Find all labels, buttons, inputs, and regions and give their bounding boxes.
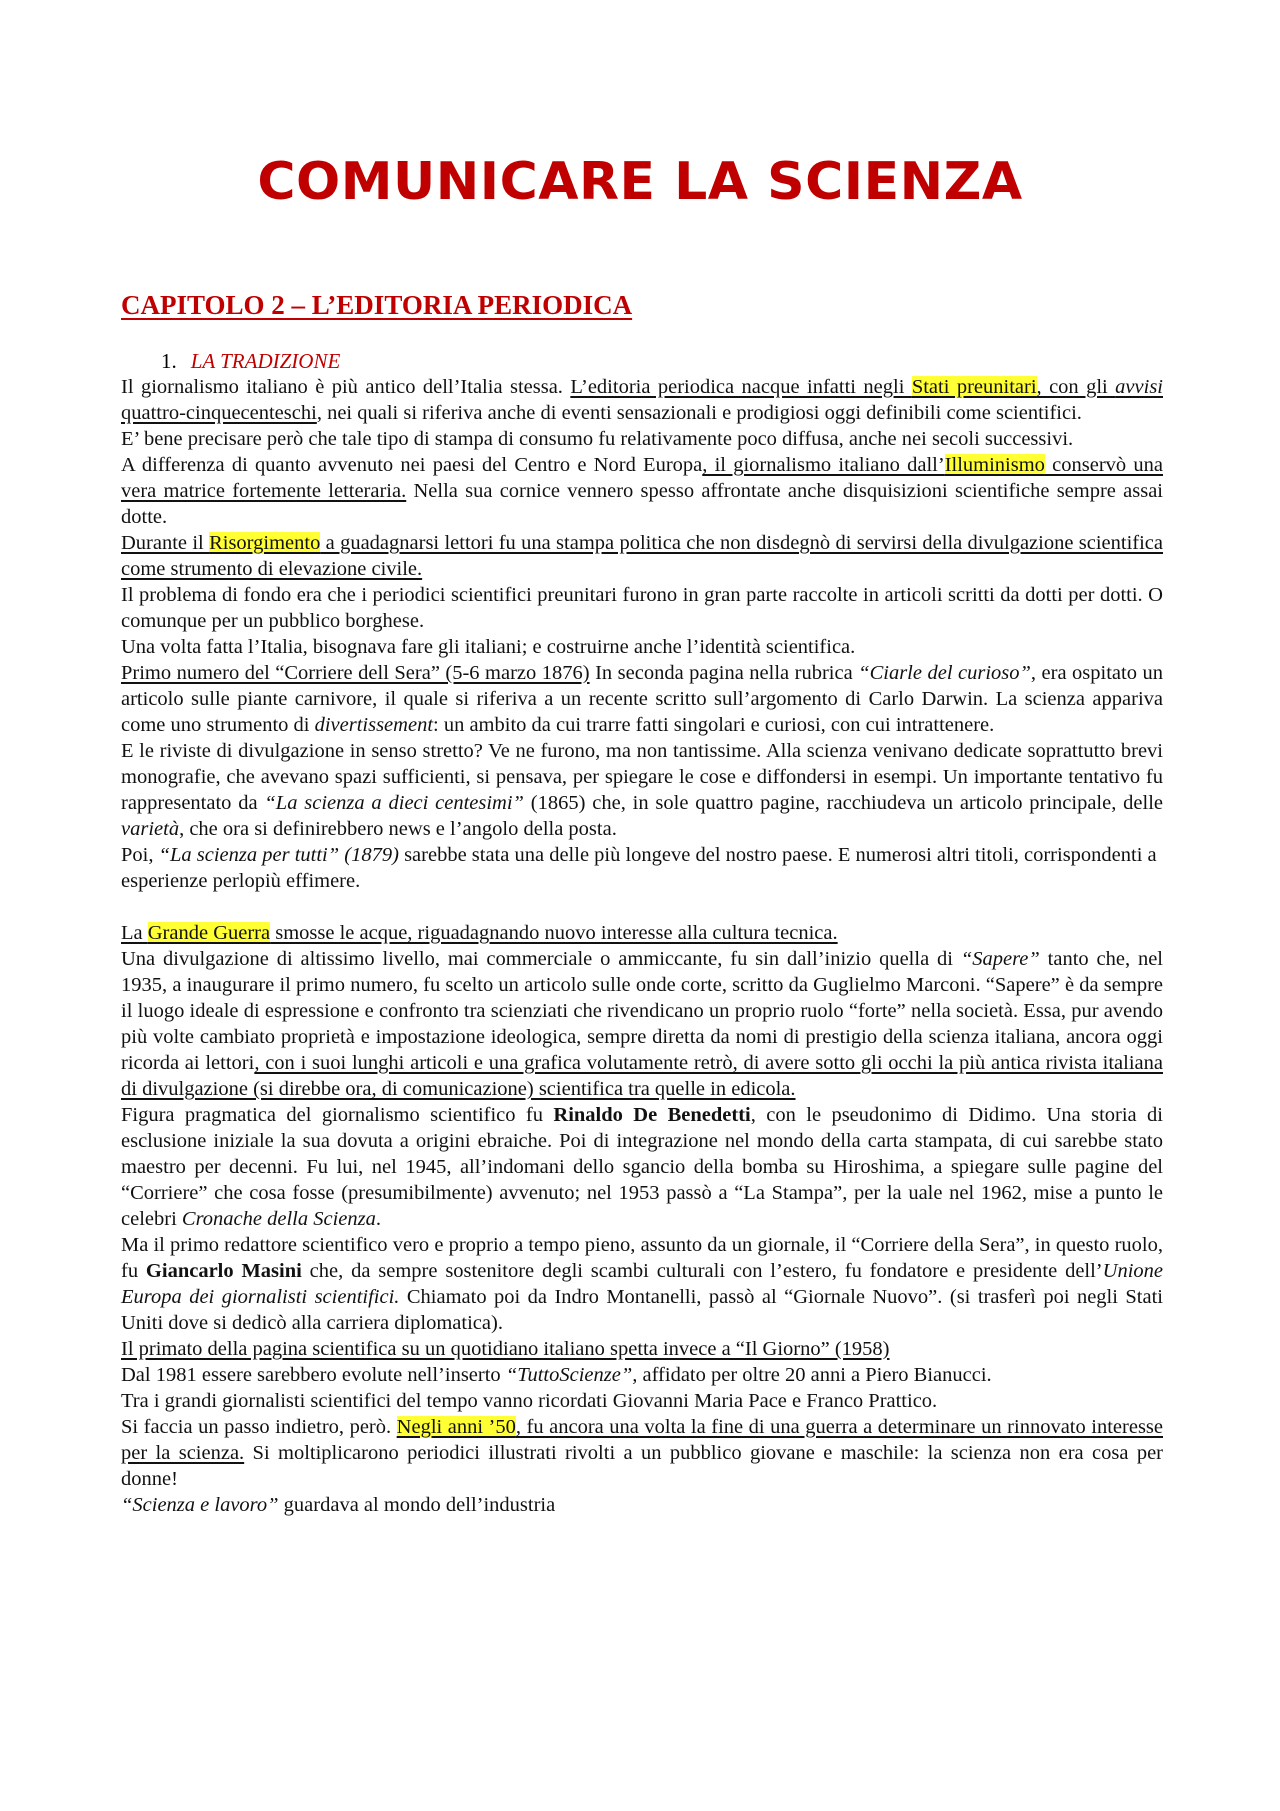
document-title: COMUNICARE LA SCIENZA <box>257 152 1023 212</box>
underlined-text: Durante il Risorgimento a guadagnarsi lettori fu una stampa politica che non disdegnò di servirsi della divulgazione scientifica come strumento di elevazione civile. <box>121 532 1164 580</box>
underlined-text: , con i suoi lunghi articoli e una grafica volutamente retrò, di avere sotto gli occhi la più antica rivista italiana di divulgazione (si direbbe ora, di comunicazione) scientifica tra quelle in edicola. <box>121 1052 1163 1100</box>
paragraph: A differenza di quanto avvenuto nei paesi del Centro e Nord Europa, il giornalismo italiano dall’Illuminismo conservò una vera matrice fortemente letteraria. Nella sua cornice vennero spesso affrontate anche disquisizioni scientifiche sempre assai dotte. <box>121 454 1163 528</box>
section-number: 1. <box>161 349 177 373</box>
paragraph <box>121 920 1163 946</box>
underlined-text: Il primato della pagina scientifica su un quotidiano italiano spetta invece a “Il Giorno” (1958) <box>121 1338 890 1360</box>
underlined-text: L’editoria periodica nacque infatti negli Stati preunitari, con gli avvisi quattro-cinquecenteschi <box>121 376 1163 424</box>
underlined-text: La Grande Guerra smosse le acque, riguadagnando nuovo interesse alla cultura tecnica. <box>121 922 838 944</box>
paragraph: Poi, “La scienza per tutti” (1879) sarebbe stata una delle più longeve del nostro paese. E numerosi altri titoli, corrispondenti a esperienze perlopiù effimere. <box>121 844 1157 892</box>
paragraph <box>121 530 1163 582</box>
section-heading <box>161 349 340 374</box>
highlighted-text: Illuminismo <box>944 454 1045 476</box>
highlighted-text: Stati preunitari <box>911 376 1037 398</box>
paragraph: Una volta fatta l’Italia, bisognava fare gli italiani; e costruirne anche l’identità scientifica. <box>121 636 856 658</box>
document-body <box>121 374 1163 1518</box>
section-title: LA TRADIZIONE <box>190 349 341 373</box>
highlighted-text: Grande Guerra <box>147 922 271 944</box>
paragraph: Una divulgazione di altissimo livello, mai commerciale o ammiccante, fu sin dall’inizio quella di “Sapere” tanto che, nel 1935, a inaugurare il primo numero, fu scelto un articolo sulle onde corte, scritto da Guglielmo Marconi. “Sapere” è da sempre il luogo ideale di espressione e confronto tra scienziati che rivendicano un proprio ruolo “forte” nella società. Essa, pur avendo più volte cambiato proprietà e impostazione ideologica, sempre diretta da nomi di prestigio della scienza italiana, ancora oggi ricorda ai lettori, con i suoi lunghi articoli e una grafica volutamente retrò, di avere sotto gli occhi la più antica rivista italiana di divulgazione (si direbbe ora, di comunicazione) scientifica tra quelle in edicola. <box>121 948 1163 1100</box>
paragraph: Il problema di fondo era che i periodici scientifici preunitari furono in gran parte raccolte in articoli scritti da dotti per dotti. O comunque per un pubblico borghese. <box>121 584 1163 632</box>
highlighted-text: Negli anni ’50 <box>396 1416 516 1438</box>
paragraph: Si faccia un passo indietro, però. Negli anni ’50, fu ancora una volta la fine di una guerra a determinare un rinnovato interesse per la scienza. Si moltiplicarono periodici illustrati rivolti a un pubblico giovane e maschile: la scienza non era cosa per donne! <box>121 1416 1164 1490</box>
paragraph: Figura pragmatica del giornalismo scientifico fu Rinaldo De Benedetti, con le pseudonimo di Didimo. Una storia di esclusione iniziale la sua dovuta a origini ebraiche. Poi di integrazione nel mondo della carta stampata, di cui sarebbe stato maestro per decenni. Fu lui, nel 1945, all’indomani dello sgancio della bomba su Hiroshima, a spiegare sulle pagine del “Corriere” che cosa fosse (presumibilmente) avvenuto; nel 1953 passò a “La Stampa”, per la uale nel 1962, mise a punto le celebri Cronache della Scienza. <box>121 1104 1163 1230</box>
paragraph: Tra i grandi giornalisti scientifici del tempo vanno ricordati Giovanni Maria Pace e Franco Prattico. <box>121 1390 938 1412</box>
paragraph <box>121 1336 1163 1362</box>
highlighted-text: Risorgimento <box>209 532 321 554</box>
underlined-text: Primo numero del “Corriere dell Sera” (5-6 marzo 1876) <box>121 662 590 684</box>
underlined-text: Negli anni ’50, fu ancora una volta la fine di una guerra a determinare un rinnovato interesse per la scienza. <box>121 1416 1163 1464</box>
paragraph-gap <box>121 894 1163 920</box>
paragraph: “Scienza e lavoro” guardava al mondo dell’industria <box>121 1494 556 1516</box>
paragraph: E le riviste di divulgazione in senso stretto? Ve ne furono, ma non tantissime. Alla scienza venivano dedicate soprattutto brevi monografie, che avevano spazi sufficienti, si pensava, per spiegare le cose e diffondersi in esempi. Un importante tentativo fu rappresentato da “La scienza a dieci centesimi” (1865) che, in sole quattro pagine, racchiudeva un articolo principale, delle varietà, che ora si definirebbero news e l’angolo della posta. <box>121 740 1163 840</box>
paragraph: E’ bene precisare però che tale tipo di stampa di consumo fu relativamente poco diffusa, anche nei secoli successivi. <box>121 428 1074 450</box>
paragraph: Dal 1981 essere sarebbero evolute nell’inserto “TuttoScienze”, affidato per oltre 20 anni a Piero Bianucci. <box>121 1364 992 1386</box>
underlined-text: , il giornalismo italiano dall’Illuminismo conservò una vera matrice fortemente letteraria. <box>121 454 1163 502</box>
chapter-heading: CAPITOLO 2 – L’EDITORIA PERIODICA <box>121 290 633 320</box>
paragraph: Ma il primo redattore scientifico vero e proprio a tempo pieno, assunto da un giornale, il “Corriere della Sera”, in questo ruolo, fu Giancarlo Masini che, da sempre sostenitore degli scambi culturali con l’estero, fu fondatore e presidente dell’Unione Europa dei giornalisti scientifici. Chiamato poi da Indro Montanelli, passò al “Giornale Nuovo”. (si trasferì poi negli Stati Uniti dove si dedicò alla carriera diplomatica). <box>121 1234 1163 1334</box>
paragraph: Il giornalismo italiano è più antico dell’Italia stessa. L’editoria periodica nacque infatti negli Stati preunitari, con gli avvisi quattro-cinquecenteschi, nei quali si riferiva anche di eventi sensazionali e prodigiosi oggi definibili come scientifici. <box>121 376 1163 424</box>
paragraph: Primo numero del “Corriere dell Sera” (5-6 marzo 1876) In seconda pagina nella rubrica “Ciarle del curioso”, era ospitato un articolo sulle piante carnivore, il quale si riferiva a un recente scritto sull’argomento di Carlo Darwin. La scienza appariva come uno strumento di divertissement: un ambito da cui trarre fatti singolari e curiosi, con cui intrattenere. <box>121 662 1163 736</box>
